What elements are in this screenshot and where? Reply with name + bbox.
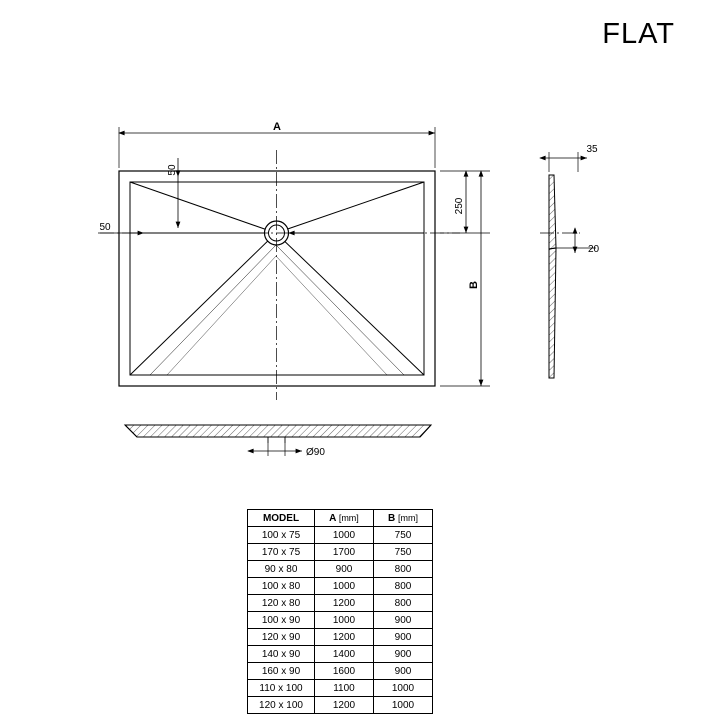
tray-side-view [549, 175, 556, 378]
cell-model: 120 x 90 [248, 629, 315, 646]
cell-b: 900 [374, 663, 433, 680]
table-header-row [248, 510, 433, 527]
cell-a: 900 [315, 561, 374, 578]
table-row [248, 663, 433, 680]
table-row [248, 680, 433, 697]
table-row [248, 527, 433, 544]
header-a-unit: [mm] [338, 512, 359, 523]
dim-20-label: 20 [588, 244, 600, 255]
table-body [248, 527, 433, 714]
cell-model: 110 x 100 [248, 680, 315, 697]
dim-250-label: 250 [454, 197, 465, 215]
cell-b: 800 [374, 578, 433, 595]
cell-b: 1000 [374, 697, 433, 714]
cell-model: 100 x 75 [248, 527, 315, 544]
dimension-a [119, 127, 435, 168]
table-row [248, 578, 433, 595]
cell-model: 100 x 80 [248, 578, 315, 595]
cell-a: 1600 [315, 663, 374, 680]
table-row [248, 544, 433, 561]
cell-b: 900 [374, 612, 433, 629]
cell-a: 1100 [315, 680, 374, 697]
cell-a: 1000 [315, 578, 374, 595]
cell-model: 170 x 75 [248, 544, 315, 561]
drain-diameter-label: Ø90 [306, 447, 325, 458]
cell-model: 120 x 100 [248, 697, 315, 714]
cell-a: 1200 [315, 697, 374, 714]
cell-b: 800 [374, 595, 433, 612]
dimension-drain-diameter [248, 443, 302, 456]
cell-b: 750 [374, 544, 433, 561]
cell-a: 1700 [315, 544, 374, 561]
cell-b: 750 [374, 527, 433, 544]
cell-a: 1000 [315, 612, 374, 629]
cell-model: 160 x 90 [248, 663, 315, 680]
cell-model: 90 x 80 [248, 561, 315, 578]
cell-b: 900 [374, 646, 433, 663]
table-row [248, 612, 433, 629]
cell-b: 800 [374, 561, 433, 578]
dimension-250 [440, 171, 490, 233]
cell-model: 140 x 90 [248, 646, 315, 663]
header-b-unit: [mm] [398, 512, 418, 523]
cell-a: 1400 [315, 646, 374, 663]
table-row [248, 629, 433, 646]
dim-b-label: B [468, 281, 480, 289]
table-row [248, 697, 433, 714]
page-title: FLAT [602, 18, 675, 50]
cell-a: 1000 [315, 527, 374, 544]
cell-b: 900 [374, 629, 433, 646]
cell-a: 1200 [315, 595, 374, 612]
header-a-text: A [329, 512, 337, 524]
cell-model: 100 x 90 [248, 612, 315, 629]
tray-top-view [119, 171, 435, 386]
tray-section-view [125, 425, 431, 443]
header-a [315, 510, 374, 527]
dimension-35 [540, 152, 587, 172]
dim-35-label: 35 [586, 144, 598, 155]
table-row [248, 561, 433, 578]
header-b [374, 510, 433, 527]
model-dimensions-table [247, 509, 433, 714]
dim-50-top-label: 50 [167, 164, 178, 176]
table-row [248, 595, 433, 612]
dim-50-left-label: 50 [99, 222, 111, 233]
cell-b: 1000 [374, 680, 433, 697]
header-model: MODEL [248, 510, 315, 527]
table-row [248, 646, 433, 663]
cell-a: 1200 [315, 629, 374, 646]
dimension-b [440, 171, 490, 386]
dim-a-label: A [273, 121, 281, 133]
header-b-text: B [387, 512, 396, 524]
cell-model: 120 x 80 [248, 595, 315, 612]
